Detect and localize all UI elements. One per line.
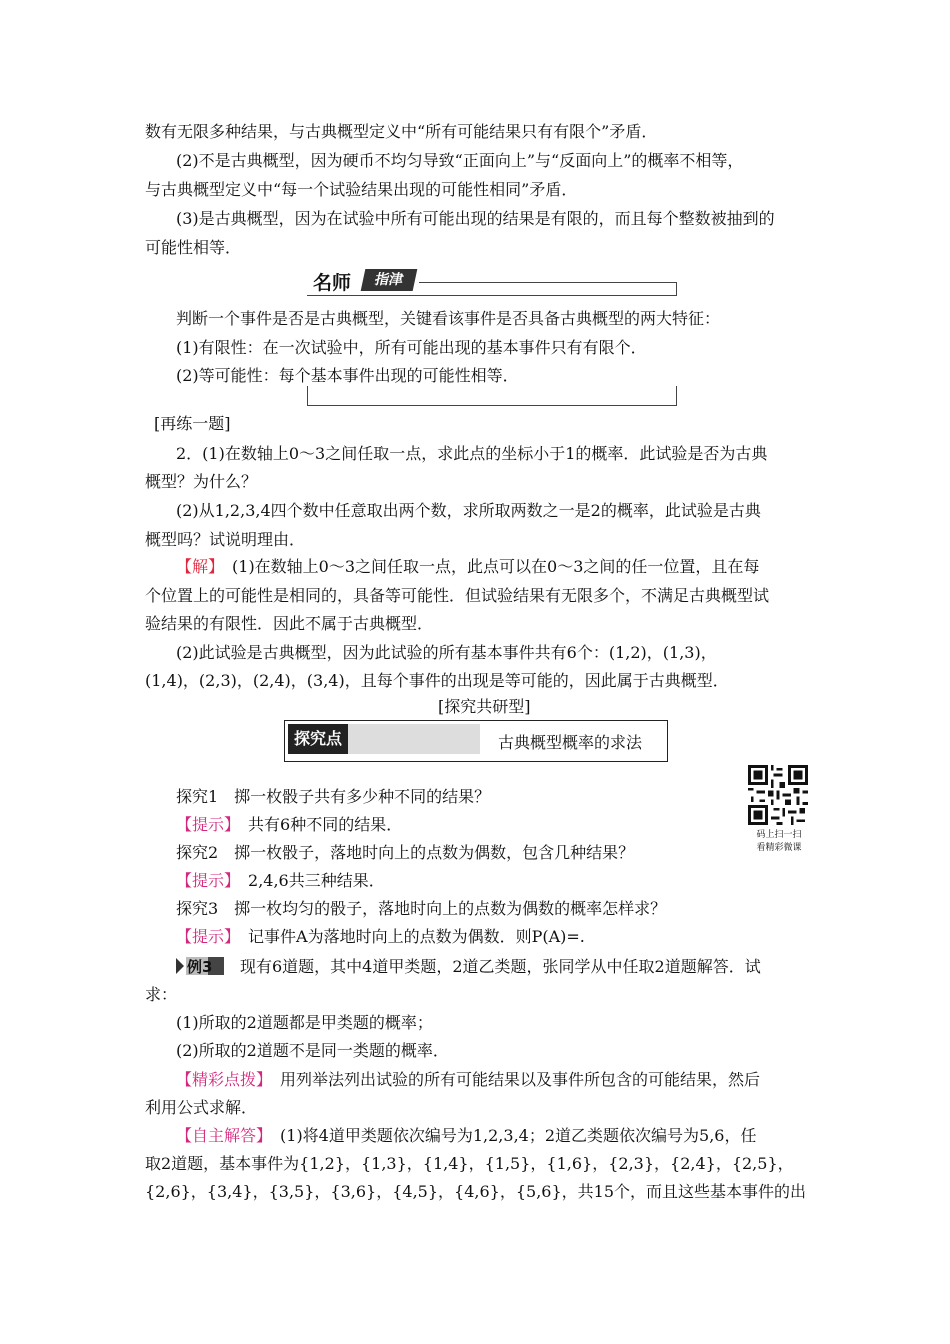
tip-line: (1)有限性：在一次试验中，所有可能出现的基本事件只有有限个． — [176, 338, 647, 357]
explore-label: 探究点 — [288, 724, 348, 754]
answer-tag: 【自主解答】 — [176, 1126, 265, 1145]
explore-question: 探究1 掷一枚骰子共有多少种不同的结果？ — [176, 787, 491, 806]
answer-line: 取2道题，基本事件为{1,2}，{1,3}，{1,4}，{1,5}，{1,6}，{2,3}，{2,4}，{2,5}， — [145, 1154, 794, 1173]
text-line: 与古典概型定义中“每一个试验结果出现的可能性相同”矛盾． — [145, 180, 578, 199]
question-line: 概型吗？试说明理由． — [145, 530, 306, 549]
solution-line: 个位置上的可能性是相同的，具备等可能性．但试验结果有无限多个，不满足古典概型试 — [145, 586, 770, 605]
tip-label-badge: 指津 — [361, 269, 418, 291]
question-line: 2．(1)在数轴上0～3之间任取一点，求此点的坐标小于1的概率．此试验是否为古典 — [176, 444, 768, 463]
analysis-line: 利用公式求解． — [145, 1098, 258, 1117]
tip-line: 判断一个事件是否是古典概型，关键看该事件是否具备古典概型的两大特征： — [176, 309, 721, 328]
tip-header — [313, 268, 419, 294]
question-line: (2)从1,2,3,4四个数中任意取出两个数，求所取两数之一是2的概率，此试验是古典 — [176, 501, 761, 520]
question-line: 概型？为什么？ — [145, 472, 258, 491]
example-line: (1)所取的2道题都是甲类题的概率； — [176, 1013, 433, 1032]
example-line: 现有6道题，其中4道甲类题，2道乙类题，张同学从中任取2道题解答．试 — [240, 957, 761, 976]
hint-text: 记事件A为落地时向上的点数为偶数．则P(A)=. — [232, 927, 585, 946]
explore-title: 古典概型概率的求法 — [498, 733, 643, 752]
explore-question: 探究3 掷一枚均匀的骰子，落地时向上的点数为偶数的概率怎样求？ — [176, 899, 667, 918]
qr-caption-line: 码上扫一扫 — [756, 830, 802, 840]
text-line: 数有无限多种结果，与古典概型定义中“所有可能结果只有有限个”矛盾． — [145, 122, 658, 141]
solution-text: (1)在数轴上0～3之间任取一点，此点可以在0～3之间的任一位置，且在每 — [216, 557, 760, 576]
solution-line — [176, 557, 810, 577]
tip-line: (2)等可能性：每个基本事件出现的可能性相等． — [176, 366, 519, 385]
hint-line — [176, 815, 810, 835]
analysis-tag: 【精彩点拨】 — [176, 1070, 265, 1089]
solution-line: 验结果的有限性．因此不属于古典概型． — [145, 614, 434, 633]
solution-line: (2)此试验是古典概型，因为此试验的所有基本事件共有6个：(1,2)，(1,3)， — [176, 643, 717, 662]
hint-text: 2,4,6共三种结果． — [232, 871, 385, 890]
example-badge — [176, 956, 224, 976]
text-line: 可能性相等． — [145, 238, 242, 257]
explore-label-bar — [288, 724, 480, 754]
hint-line — [176, 927, 810, 947]
explore-header — [284, 720, 668, 762]
explore-question: 探究2 掷一枚骰子，落地时向上的点数为偶数，包含几种结果？ — [176, 843, 635, 862]
example-line: 求： — [145, 985, 178, 1004]
section-heading: [探究共研型] — [438, 697, 531, 716]
answer-text: (1)将4道甲类题依次编号为1,2,3,4；2道乙类题依次编号为5,6，任 — [264, 1126, 757, 1145]
tip-label: 名师 — [313, 272, 352, 294]
qr-caption-line: 看精彩微课 — [756, 843, 802, 853]
hint-tag: 【提示】 — [176, 815, 233, 834]
text-line: (3)是古典概型，因为在试验中所有可能出现的结果是有限的，而且每个整数被抽到的 — [176, 209, 775, 228]
answer-line: {2,6}，{3,4}，{3,5}，{3,6}，{4,5}，{4,6}，{5,6}，共15个，而且这些基本事件的出 — [145, 1182, 806, 1201]
example-badge-label: 例3 — [187, 958, 213, 976]
hint-tag: 【提示】 — [176, 927, 233, 946]
hint-text: 共有6种不同的结果． — [232, 815, 403, 834]
analysis-line — [176, 1070, 810, 1090]
solution-line: (1,4)，(2,3)，(2,4)，(3,4)，且每个事件的出现是等可能的，因此属于古典概型． — [145, 671, 729, 690]
hint-line — [176, 871, 810, 891]
section-heading: [再练一题] — [154, 414, 231, 433]
hint-tag: 【提示】 — [176, 871, 233, 890]
analysis-text: 用列举法列出试验的所有可能结果以及事件所包含的可能结果，然后 — [264, 1070, 761, 1089]
example-line: (2)所取的2道题不是同一类题的概率． — [176, 1041, 449, 1060]
solution-tag: 【解】 — [176, 557, 217, 576]
answer-line — [176, 1126, 810, 1146]
text-line: (2)不是古典概型，因为硬币不均匀导致“正面向上”与“反面向上”的概率不相等， — [176, 151, 744, 170]
